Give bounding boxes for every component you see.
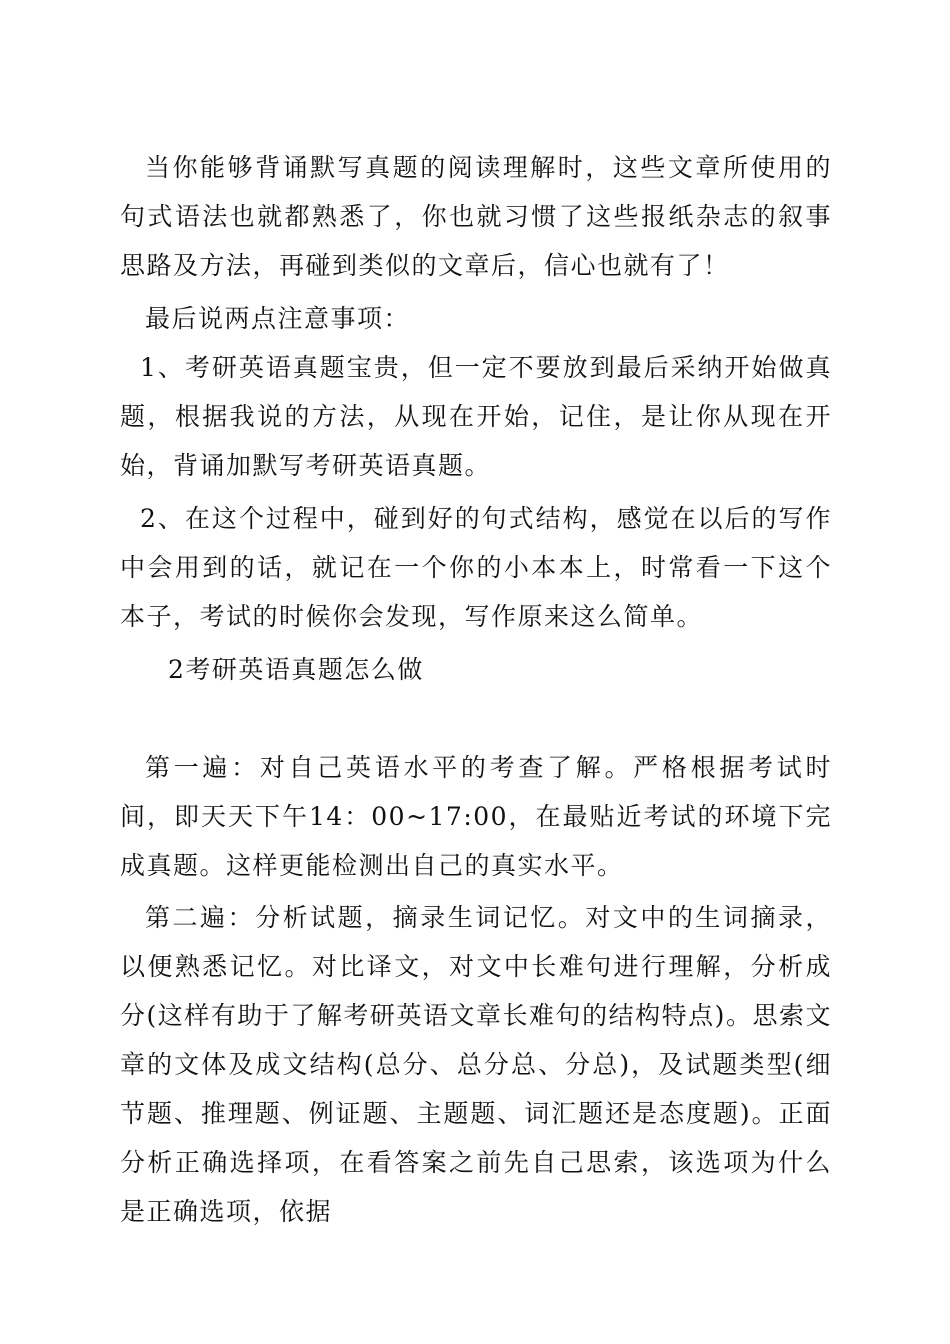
paragraph-note-2: 2、在这个过程中，碰到好的句式结构，感觉在以后的写作中会用到的话，就记在一个你的小本本上，时常看一下这个本子，考试的时候你会发现，写作原来这么简单。 (120, 504, 832, 631)
paragraph-note-1: 1、考研英语真题宝贵，但一定不要放到最后采纳开始做真题，根据我说的方法，从现在开始，记住，是让你从现在开始，背诵加默写考研英语真题。 (120, 353, 832, 480)
paragraph-first-pass: 第一遍：对自己英语水平的考查了解。严格根据考试时间，即天天下午14：00~17:00，在最贴近考试的环境下完成真题。这样更能检测出自己的真实水平。 (120, 753, 832, 880)
paragraph-second-pass: 第二遍：分析试题，摘录生词记忆。对文中的生词摘录，以便熟悉记忆。对比译文，对文中长难句进行理解，分析成分(这样有助于了解考研英语文章长难句的结构特点)。思索文章的文体及成文结构(总分、总分总、分总)，及试题类型(细节题、推理题、例证题、主题题、词汇题还是态度题)。正面分析正确选择项，在看答案之前先自己思索，该选项为什么是正确选项，依据 (120, 903, 832, 1226)
section-heading: 2考研英语真题怎么做 (168, 655, 424, 684)
paragraph-recite-benefit: 当你能够背诵默写真题的阅读理解时，这些文章所使用的句式语法也就都熟悉了，你也就习惯了这些报纸杂志的叙事思路及方法，再碰到类似的文章后，信心也就有了！ (120, 153, 832, 280)
paragraph-notes-intro: 最后说两点注意事项： (145, 304, 411, 333)
